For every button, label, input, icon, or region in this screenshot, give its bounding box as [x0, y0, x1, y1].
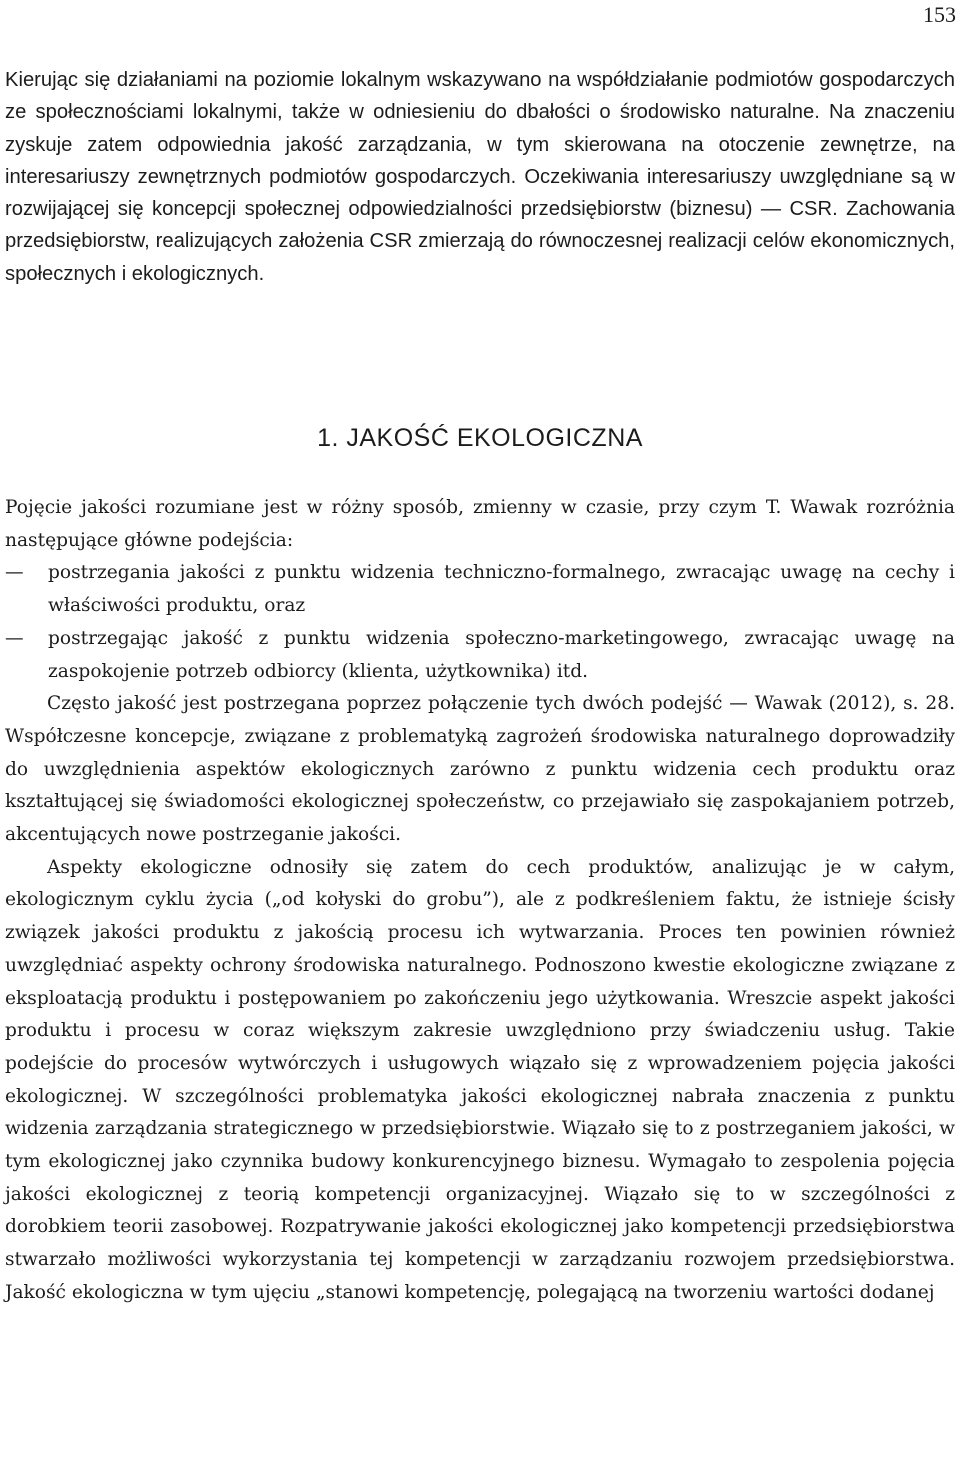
body-paragraph-1: Pojęcie jakości rozumiane jest w różny sposób, zmienny w czasie, przy czym T. Wawak rozróżnia następujące główne podejścia: — [5, 497, 955, 551]
approaches-list — [5, 557, 955, 688]
list-dash: — — [5, 627, 24, 649]
body-paragraph-2: Często jakość jest postrzegana poprzez połączenie tych dwóch podejść — Wawak (2012), s. 28. Współczesne koncepcje, związane z problematyką zagrożeń środowiska naturalnego doprowadziły do uwzględnienia aspektów ekologicznych zarówno z punktu widzenia cech produktu oraz kształtującej się świadomości ekologicznej społeczeństw, co przejawiało się zaspokajaniem potrzeb, akcentujących nowe postrzeganie jakości. — [5, 693, 955, 846]
list-item-text: postrzegania jakości z punktu widzenia techniczno-formalnego, zwracając uwagę na cechy i właściwości produktu, oraz — [48, 562, 955, 617]
section-body — [5, 492, 955, 1310]
page-number: 153 — [923, 2, 956, 27]
list-dash: — — [5, 562, 24, 584]
section-heading: 1. JAKOŚĆ EKOLOGICZNA — [317, 424, 643, 452]
list-item — [5, 623, 955, 688]
list-item — [5, 557, 955, 622]
list-item-text: postrzegając jakość z punktu widzenia społeczno-marketingowego, zwracając uwagę na zaspokojenie potrzeb odbiorcy (klienta, użytkownika) itd. — [48, 627, 955, 682]
intro-paragraph: Kierując się działaniami na poziomie lokalnym wskazywano na współdziałanie podmiotów gospodarczych ze społecznościami lokalnymi, także w odniesieniu do dbałości o środowisko naturalne. Na znaczeniu zyskuje zatem odpowiednia jakość zarządzania, w tym skierowana na otoczenie zewnętrze, na interesariuszy zewnętrznych podmiotów gospodarczych. Oczekiwania interesariuszy uwzględniane są w rozwijającej się koncepcji społecznej odpowiedzialności przedsiębiorstw (biznesu) — CSR. Zachowania przedsiębiorstw, realizujących założenia CSR zmierzają do równoczesnej realizacji celów ekonomicznych, społecznych i ekologicznych. — [5, 69, 955, 285]
body-paragraph-3: Aspekty ekologiczne odnosiły się zatem do cech produktów, analizując je w całym, ekologicznym cyklu życia („od kołyski do grobu”), ale z podkreśleniem faktu, że istnieje ścisły związek jakości produktu z jakością procesu ich wytwarzania. Proces ten powinien również uwzględniać aspekty ochrony środowiska naturalnego. Podnoszono kwestie ekologiczne związane z eksploatacją produktu i postępowaniem po zakończeniu jego użytkowania. Wreszcie aspekt jakości produktu i procesu w coraz większym zakresie uwzględniono przy świadczeniu usług. Takie podejście do procesów wytwórczych i usługowych wiązało się z wprowadzeniem pojęcia jakości ekologicznej. W szczególności problematyka jakości ekologicznej nabrała znaczenia z punktu widzenia zarządzania strategicznego w przedsiębiorstwie. Wiązało się to z postrzeganiem jakości, w tym ekologicznej jako czynnika budowy konkurencyjnego biznesu. Wymagało to zespolenia pojęcia jakości ekologicznej z teorią kompetencji organizacyjnej. Wiązało się to w szczególności z dorobkiem teorii zasobowej. Rozpatrywanie jakości ekologicznej jako kompetencji przedsiębiorstwa stwarzało możliwości wykorzystania tej kompetencji w zarządzaniu rozwojem przedsiębiorstwa. Jakość ekologiczna w tym ujęciu „stanowi kompetencję, polegającą na tworzeniu wartości dodanej — [5, 856, 955, 1303]
